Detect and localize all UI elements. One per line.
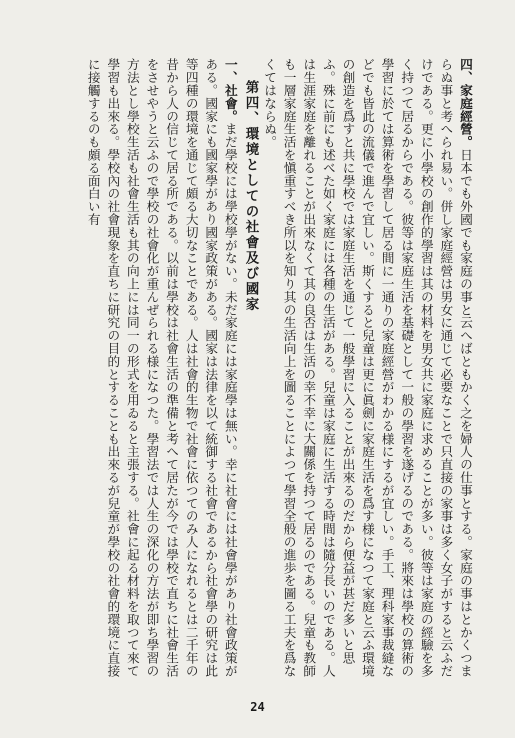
paragraph-heading: 一、社會。: [222, 58, 238, 123]
paragraph-society: [83, 58, 240, 680]
paragraph-heading: 四、家庭經營。: [458, 58, 473, 149]
vertical-text-body: [35, 58, 475, 680]
section-title: 第四、環境としての社會及び國家: [242, 80, 259, 313]
page-number: 24: [250, 700, 265, 714]
paragraph-text: まだ學校には學校學がない。未だ家庭には家庭學は無い。幸に社會には社會學があり社會政策がある。國家にも國家學があり國家政策がある。國家は法律を以て統御する社會であるから社會學の研究は此等四種の環境を通じて頗る大切なことである。人は社會的生物で社會に依つてのみ人になれるとは二千年の昔から人の信じて居る所である。以前は學校は社會生活の準備と考へて居たが今では學校で直ちに社會生活をさせやうと云ふので學校の社會化が重んぜられる様になつた。學習法では人生の深化の方法が即ち學習の方法とし學校生活も社會生活も其の向上には同一の形式を用ゐると主張する。社會に起る材料を取つて來て學習も出來る。學校內の社會現象を直ちに研究の目的とすることも出來るが兒童が學校の社會的環境に直接に接觸するのも頗る面白い有: [85, 58, 238, 678]
paragraph-family-management: [259, 58, 475, 680]
paragraph-text: 日本でも外國でも家庭の事と云へばともかく之を婦人の仕事とする。家庭の事はとかくつまらぬ事と考へられ易い。併し家庭經營は男女に通じて必要なことで只直接の家事は多く女子がすると云ふだけである。更に小學校の創作的學習は其の材料を男女共に家庭に求めることが多い。彼等は家庭の經驗を多く持つて居るからである。彼等は家庭生活を基礎として一般の學習を遂げるのである。將來は學校の算術の學習に於ては算術を學習して居る間に一通りの家庭經營がわかる様にするが宜しい。手工、理科家事裁縫などでも皆此の流儀で進んで宜しい。斯くすると兒童は更に眞劍に家庭生活を爲す様になつて家庭と云ふ環境の創造を爲すと共に學校では家庭生活を通じて一般學習に入ることが出來るのだから便益が甚だ多いと思ふ。殊に前にも述べた如く家庭には各種の生活がある。兒童は家庭に生活する時間は隨分長いのである。人は生涯家庭を離れることが出來なくて其の良否は生活の幸不幸に大關係を持つて居るのである。兒童も教師も一層家庭生活を愼重すべき所以を知り其の生活向上を圖ることによつて學習全般の進歩を圖る工夫を爲なくてはならぬ。: [262, 58, 473, 678]
